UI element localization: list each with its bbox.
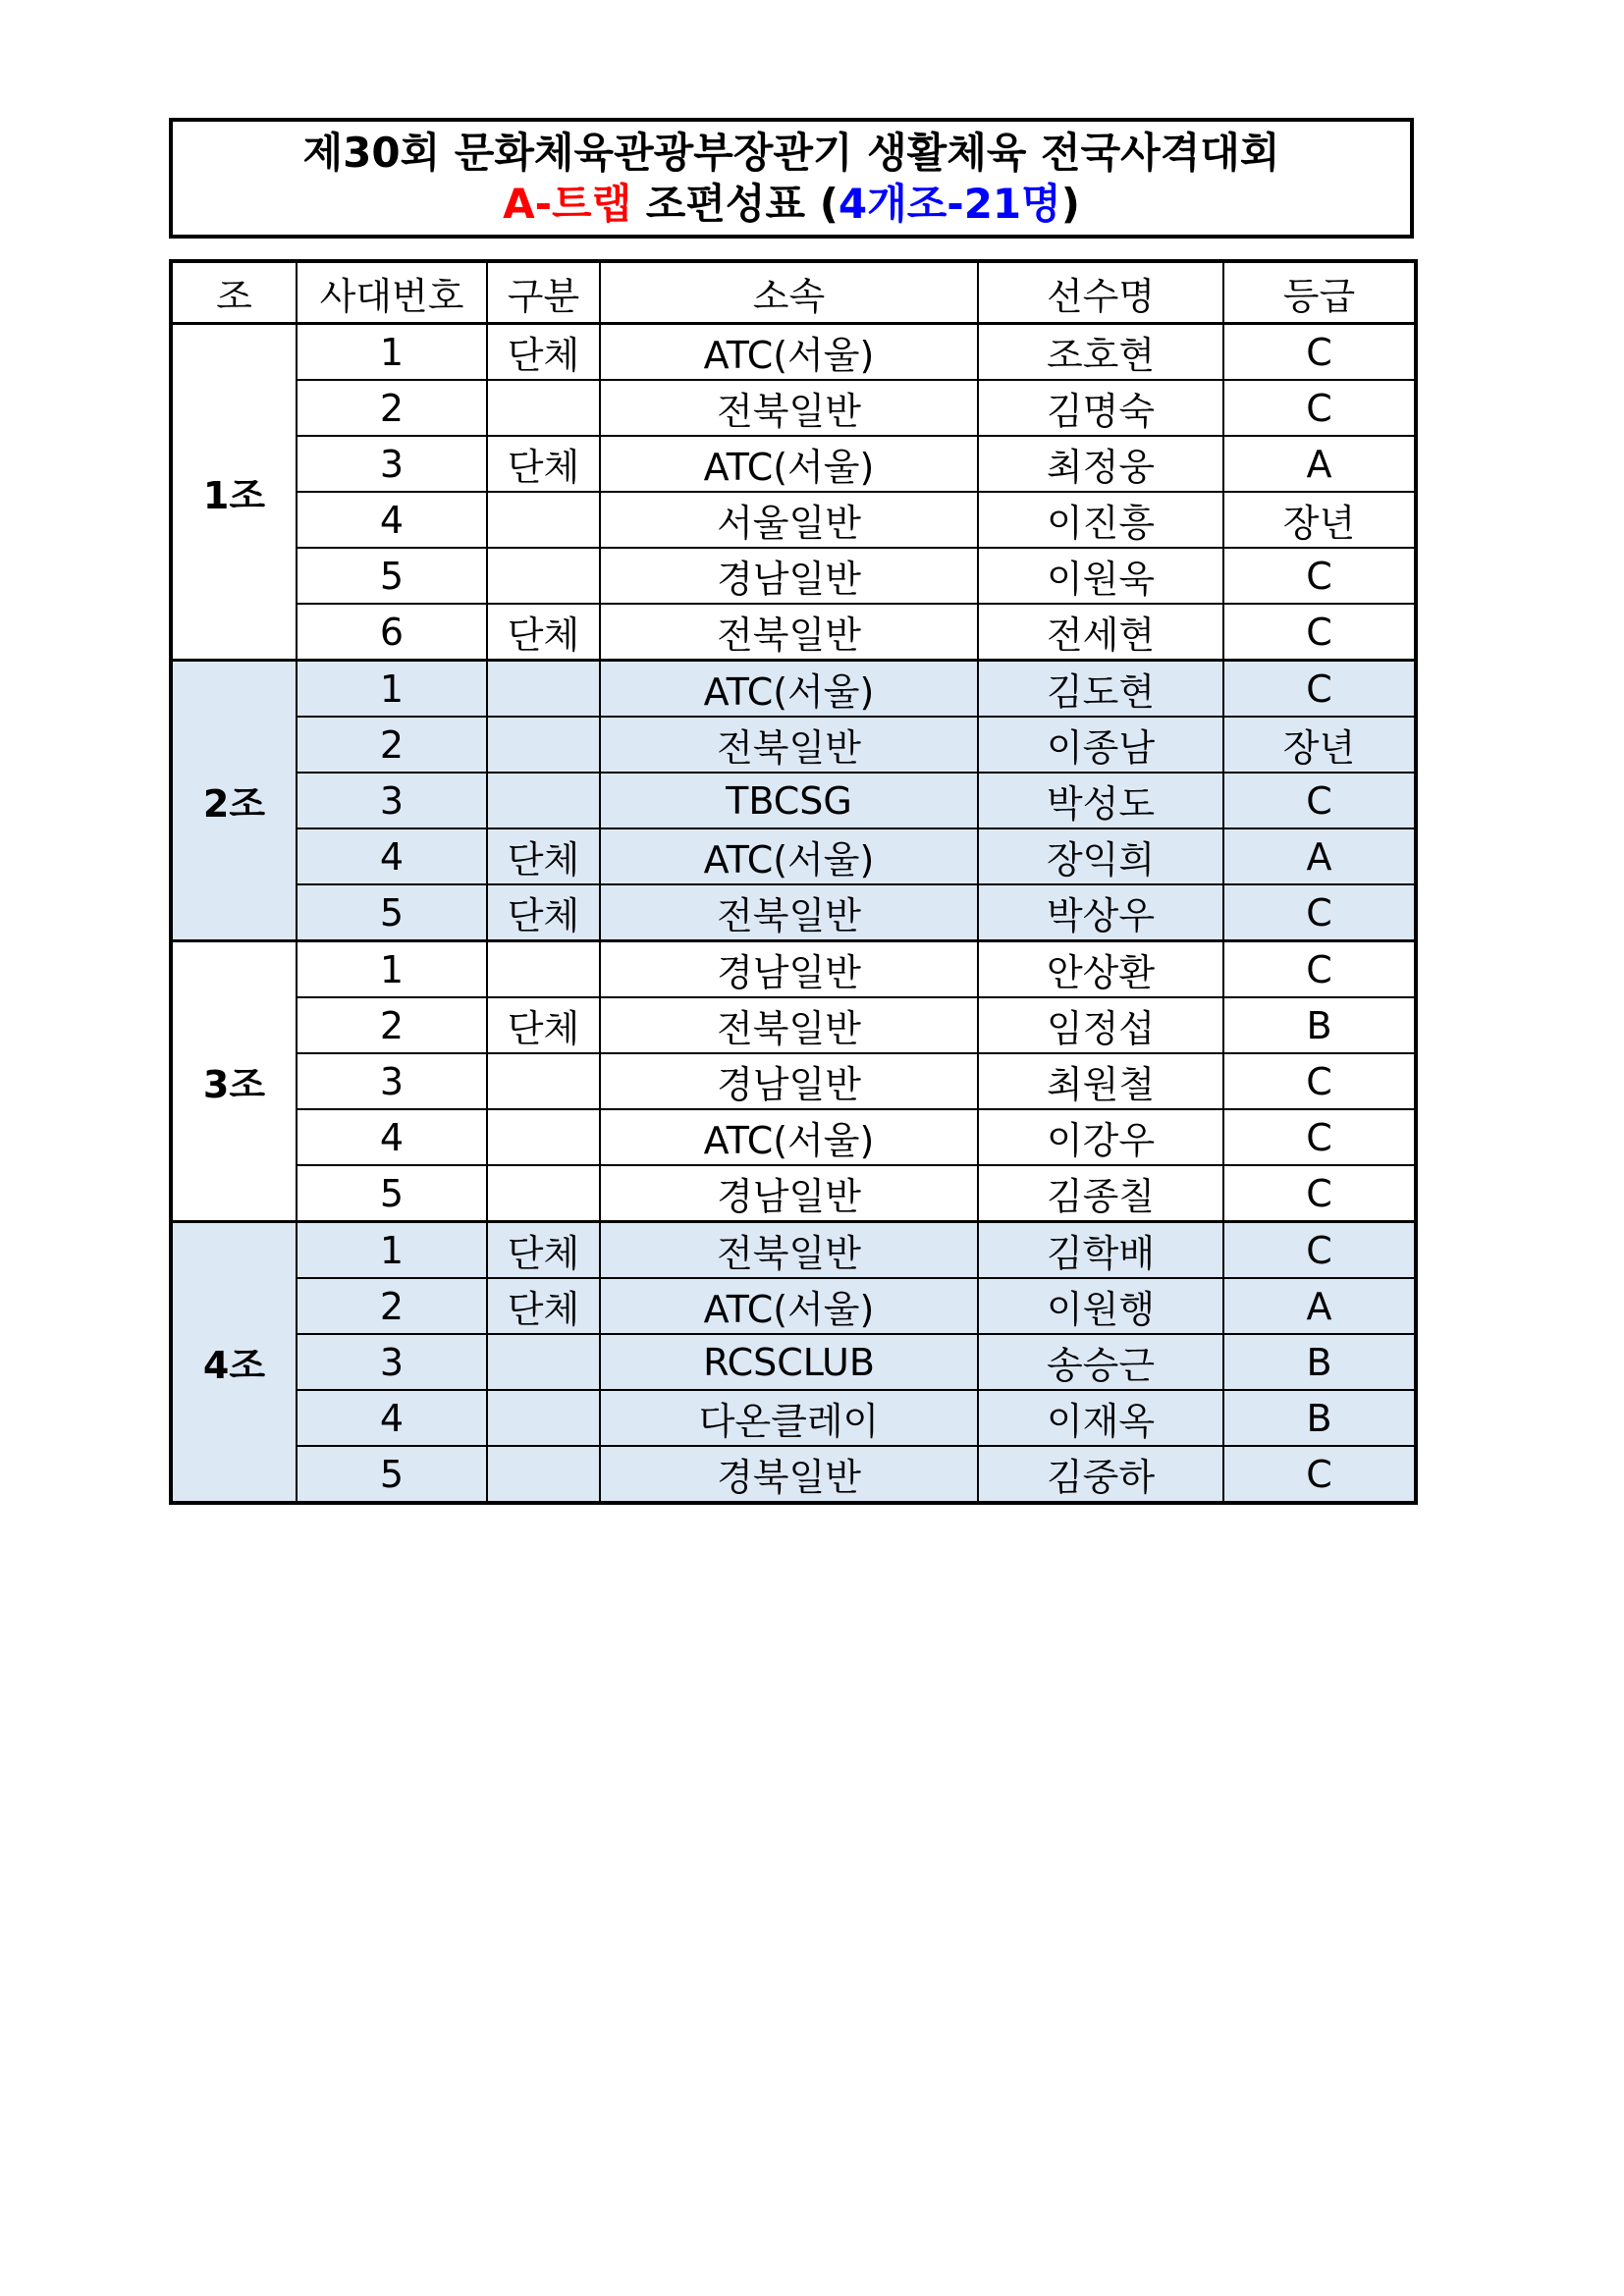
team-name: ATC(서울): [600, 828, 978, 884]
table-row: [171, 1222, 1416, 1279]
entry-type: [487, 1334, 600, 1390]
entry-type: 단체: [487, 1222, 600, 1279]
group-label: 1조: [171, 324, 297, 661]
entry-type: 단체: [487, 324, 600, 381]
player-grade: C: [1223, 604, 1416, 661]
table-row: [171, 548, 1416, 604]
player-grade: C: [1223, 1222, 1416, 1279]
entry-type: 단체: [487, 884, 600, 941]
station-number: 3: [297, 436, 487, 492]
title-box: [169, 118, 1414, 239]
table-row: [171, 324, 1416, 381]
header-grade: 등급: [1223, 261, 1416, 324]
player-grade: C: [1223, 884, 1416, 941]
player-grade: C: [1223, 1446, 1416, 1503]
station-number: 4: [297, 1109, 487, 1165]
header-group: 조: [171, 261, 297, 324]
entry-type: [487, 773, 600, 828]
player-grade: C: [1223, 324, 1416, 381]
player-grade: B: [1223, 1334, 1416, 1390]
table-row: [171, 492, 1416, 548]
table-row: [171, 941, 1416, 998]
player-name: 임정섭: [978, 997, 1223, 1053]
table-row: [171, 717, 1416, 773]
player-grade: A: [1223, 436, 1416, 492]
player-name: 김종칠: [978, 1165, 1223, 1222]
team-name: ATC(서울): [600, 324, 978, 381]
table-row: [171, 1053, 1416, 1109]
player-name: 송승근: [978, 1334, 1223, 1390]
player-name: 이원욱: [978, 548, 1223, 604]
entry-type: 단체: [487, 604, 600, 661]
team-name: 경남일반: [600, 548, 978, 604]
entry-type: [487, 548, 600, 604]
entry-type: [487, 380, 600, 436]
team-name: ATC(서울): [600, 661, 978, 718]
player-grade: 장년: [1223, 492, 1416, 548]
player-grade: C: [1223, 380, 1416, 436]
entry-type: [487, 1446, 600, 1503]
player-grade: B: [1223, 997, 1416, 1053]
player-name: 김학배: [978, 1222, 1223, 1279]
document-subtitle: [503, 179, 1080, 230]
header-row: [171, 261, 1416, 324]
table-row: [171, 1390, 1416, 1446]
station-number: 4: [297, 492, 487, 548]
subtitle-middle: 조편성표: [645, 179, 806, 228]
station-number: 4: [297, 1390, 487, 1446]
team-name: 전북일반: [600, 997, 978, 1053]
station-number: 6: [297, 604, 487, 661]
station-number: 2: [297, 380, 487, 436]
station-number: 5: [297, 548, 487, 604]
entry-type: [487, 1165, 600, 1222]
team-name: ATC(서울): [600, 1109, 978, 1165]
player-grade: C: [1223, 1109, 1416, 1165]
table-row: [171, 1165, 1416, 1222]
roster-body: [171, 324, 1416, 1504]
player-grade: C: [1223, 941, 1416, 998]
player-name: 박성도: [978, 773, 1223, 828]
team-name: 경북일반: [600, 1446, 978, 1503]
team-name: 전북일반: [600, 1222, 978, 1279]
roster-table: [169, 259, 1418, 1505]
player-name: 박상우: [978, 884, 1223, 941]
station-number: 2: [297, 717, 487, 773]
team-name: ATC(서울): [600, 1278, 978, 1334]
station-number: 5: [297, 884, 487, 941]
team-name: 서울일반: [600, 492, 978, 548]
table-row: [171, 1446, 1416, 1503]
header-team: 소속: [600, 261, 978, 324]
station-number: 3: [297, 1334, 487, 1390]
player-name: 안상환: [978, 941, 1223, 998]
entry-type: [487, 1390, 600, 1446]
player-name: 김중하: [978, 1446, 1223, 1503]
table-row: [171, 604, 1416, 661]
station-number: 5: [297, 1165, 487, 1222]
group-label: 4조: [171, 1222, 297, 1504]
player-name: 조호현: [978, 324, 1223, 381]
team-name: RCSCLUB: [600, 1334, 978, 1390]
station-number: 2: [297, 1278, 487, 1334]
player-name: 최정웅: [978, 436, 1223, 492]
station-number: 1: [297, 941, 487, 998]
table-row: [171, 1334, 1416, 1390]
team-name: 다온클레이: [600, 1390, 978, 1446]
header-station: 사대번호: [297, 261, 487, 324]
station-number: 1: [297, 324, 487, 381]
paren-close: ): [1060, 179, 1080, 228]
player-grade: A: [1223, 828, 1416, 884]
paren-open: (: [819, 179, 839, 228]
group-label: 2조: [171, 661, 297, 941]
station-number: 5: [297, 1446, 487, 1503]
team-name: 경남일반: [600, 1053, 978, 1109]
station-number: 4: [297, 828, 487, 884]
entry-type: [487, 941, 600, 998]
header-type: 구분: [487, 261, 600, 324]
player-grade: C: [1223, 773, 1416, 828]
player-grade: C: [1223, 1165, 1416, 1222]
player-grade: C: [1223, 548, 1416, 604]
player-grade: B: [1223, 1390, 1416, 1446]
entry-type: 단체: [487, 828, 600, 884]
team-name: 전북일반: [600, 717, 978, 773]
entry-type: [487, 717, 600, 773]
table-row: [171, 380, 1416, 436]
entry-type: 단체: [487, 436, 600, 492]
player-name: 이강우: [978, 1109, 1223, 1165]
team-name: 경남일반: [600, 1165, 978, 1222]
player-name: 김도현: [978, 661, 1223, 718]
team-name: 전북일반: [600, 604, 978, 661]
station-number: 1: [297, 1222, 487, 1279]
player-name: 전세현: [978, 604, 1223, 661]
group-count: 4개조-21명: [838, 179, 1061, 228]
player-grade: C: [1223, 661, 1416, 718]
player-grade: C: [1223, 1053, 1416, 1109]
team-name: ATC(서울): [600, 436, 978, 492]
entry-type: [487, 492, 600, 548]
header-name: 선수명: [978, 261, 1223, 324]
team-name: TBCSG: [600, 773, 978, 828]
player-name: 이진흥: [978, 492, 1223, 548]
group-label: 3조: [171, 941, 297, 1222]
entry-type: [487, 661, 600, 718]
player-name: 이원행: [978, 1278, 1223, 1334]
table-row: [171, 436, 1416, 492]
table-row: [171, 997, 1416, 1053]
table-row: [171, 828, 1416, 884]
team-name: 경남일반: [600, 941, 978, 998]
station-number: 1: [297, 661, 487, 718]
table-row: [171, 1109, 1416, 1165]
player-name: 최원철: [978, 1053, 1223, 1109]
entry-type: [487, 1053, 600, 1109]
station-number: 3: [297, 773, 487, 828]
player-name: 이재옥: [978, 1390, 1223, 1446]
entry-type: [487, 1109, 600, 1165]
table-row: [171, 773, 1416, 828]
table-row: [171, 1278, 1416, 1334]
player-name: 이종남: [978, 717, 1223, 773]
station-number: 3: [297, 1053, 487, 1109]
station-number: 2: [297, 997, 487, 1053]
team-name: 전북일반: [600, 380, 978, 436]
table-row: [171, 884, 1416, 941]
entry-type: 단체: [487, 1278, 600, 1334]
player-name: 김명숙: [978, 380, 1223, 436]
document-title: 제30회 문화체육관광부장관기 생활체육 전국사격대회: [302, 128, 1280, 177]
entry-type: 단체: [487, 997, 600, 1053]
player-grade: 장년: [1223, 717, 1416, 773]
table-row: [171, 661, 1416, 718]
player-grade: A: [1223, 1278, 1416, 1334]
team-name: 전북일반: [600, 884, 978, 941]
event-name: A-트랩: [503, 179, 632, 228]
player-name: 장익희: [978, 828, 1223, 884]
